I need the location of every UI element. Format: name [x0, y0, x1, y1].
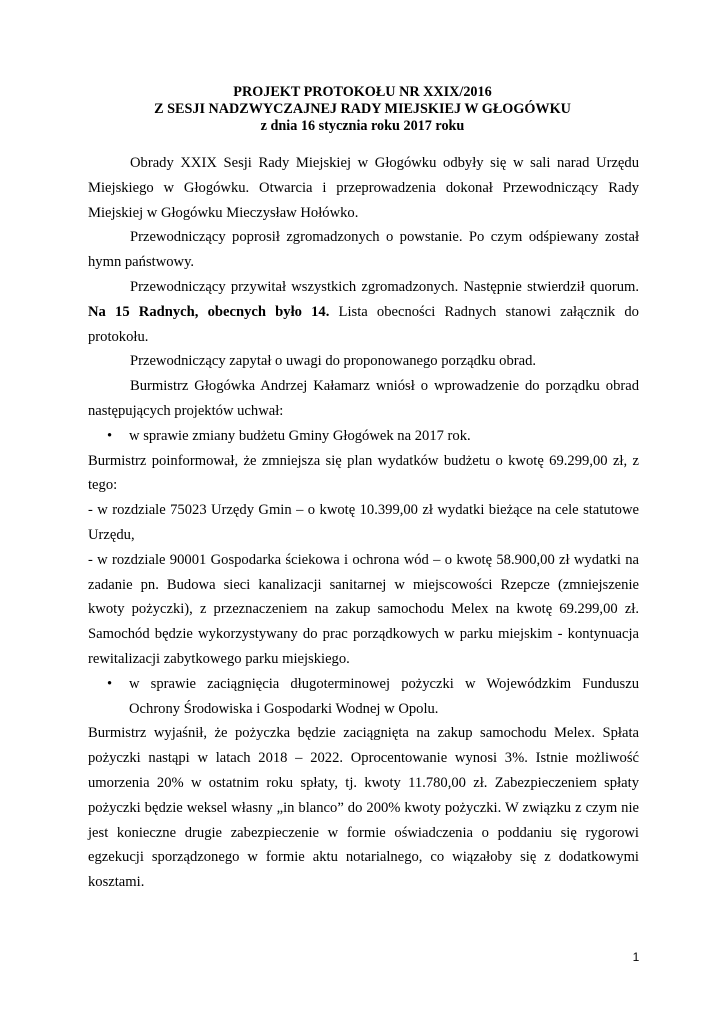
document-body	[88, 151, 639, 895]
bullet-icon: •	[107, 427, 113, 444]
paragraph-quorum	[88, 275, 639, 349]
paragraph-opening: Obrady XXIX Sesji Rady Miejskiej w Głogówku odbyły się w sali narad Urzędu Miejskiego w Głogówku. Otwarcia i przeprowadzenia dokonał Przewodniczący Rady Miejskiej w Głogówku Mieczysław Hołówko.	[88, 155, 639, 221]
attendance-note: Lista obecności Radnych stanowi załącznik do protokołu.	[88, 303, 639, 345]
bullet-icon: •	[107, 675, 113, 692]
session-title: Z SESJI NADZWYCZAJNEJ RADY MIEJSKIEJ W GŁOGÓWKU	[154, 101, 571, 117]
paragraph-loan-explanation: Burmistrz wyjaśnił, że pożyczka będzie zaciągnięta na zakup samochodu Melex. Spłata pożyczki nastąpi w latach 2018 – 2022. Oprocentowanie wynosi 3%. Istnie możliwość umorzenia 20% w ostatnim roku spłaty, tj. kwoty 11.780,00 zł. Zabezpieczeniem spłaty pożyczki będzie weksel własny „in blanco” do 200% kwoty pożyczki. W związku z czym nie jest konieczne drugie zabezpieczenie w formie oświadczenia o poddaniu się rygorowi egzekucji sporządzonego w formie aktu notarialnego, co wiązałoby się z dodatkowymi kosztami.	[88, 725, 639, 891]
page-number: 1	[632, 950, 640, 964]
quorum-count: Na 15 Radnych, obecnych było 14.	[88, 303, 330, 320]
protocol-title: PROJEKT PROTOKOŁU NR XXIX/2016	[233, 84, 492, 100]
paragraph-chapter-75023: - w rozdziale 75023 Urzędy Gmin – o kwotę 10.399,00 zł wydatki bieżące na cele statutowe Urzędu,	[88, 502, 639, 543]
paragraph-agenda-question: Przewodniczący zapytał o uwagi do proponowanego porządku obrad.	[130, 353, 537, 370]
list-item-loan	[88, 672, 639, 722]
paragraph-anthem: Przewodniczący poprosił zgromadzonych o powstanie. Po czym odśpiewany został hymn państwowy.	[88, 229, 639, 271]
list-item-budget	[88, 424, 639, 449]
document-header	[0, 84, 725, 135]
paragraph-chapter-90001: - w rozdziale 90001 Gospodarka ściekowa i ochrona wód – o kwotę 58.900,00 zł wydatki na zadanie pn. Budowa sieci kanalizacji sanitarnej w miejscowości Rzepcze (zmniejszenie kwoty pożyczki), z przeznaczeniem na zakup samochodu Melex na kwotę 69.299,00 zł. Samochód będzie wykorzystywany do prac porządkowych w parku miejskim - kontynuacja rewitalizacji zabytkowego parku miejskiego.	[88, 551, 639, 667]
paragraph-agenda-motion: Burmistrz Głogówka Andrzej Kałamarz wniósł o wprowadzenie do porządku obrad następujących projektów uchwał:	[88, 378, 639, 419]
list-item-text: w sprawie zmiany budżetu Gminy Głogówek na 2017 rok.	[129, 427, 471, 444]
list-item-text: w sprawie zaciągnięcia długoterminowej pożyczki w Wojewódzkim Funduszu Ochrony Środowiska i Gospodarki Wodnej w Opolu.	[129, 675, 639, 717]
quorum-intro: Przewodniczący przywitał wszystkich zgromadzonych. Następnie stwierdził quorum.	[130, 278, 639, 295]
paragraph-budget-info: Burmistrz poinformował, że zmniejsza się plan wydatków budżetu o kwotę 69.299,00 zł, z tego:	[88, 452, 639, 494]
session-date: z dnia 16 stycznia roku 2017 roku	[260, 118, 465, 134]
